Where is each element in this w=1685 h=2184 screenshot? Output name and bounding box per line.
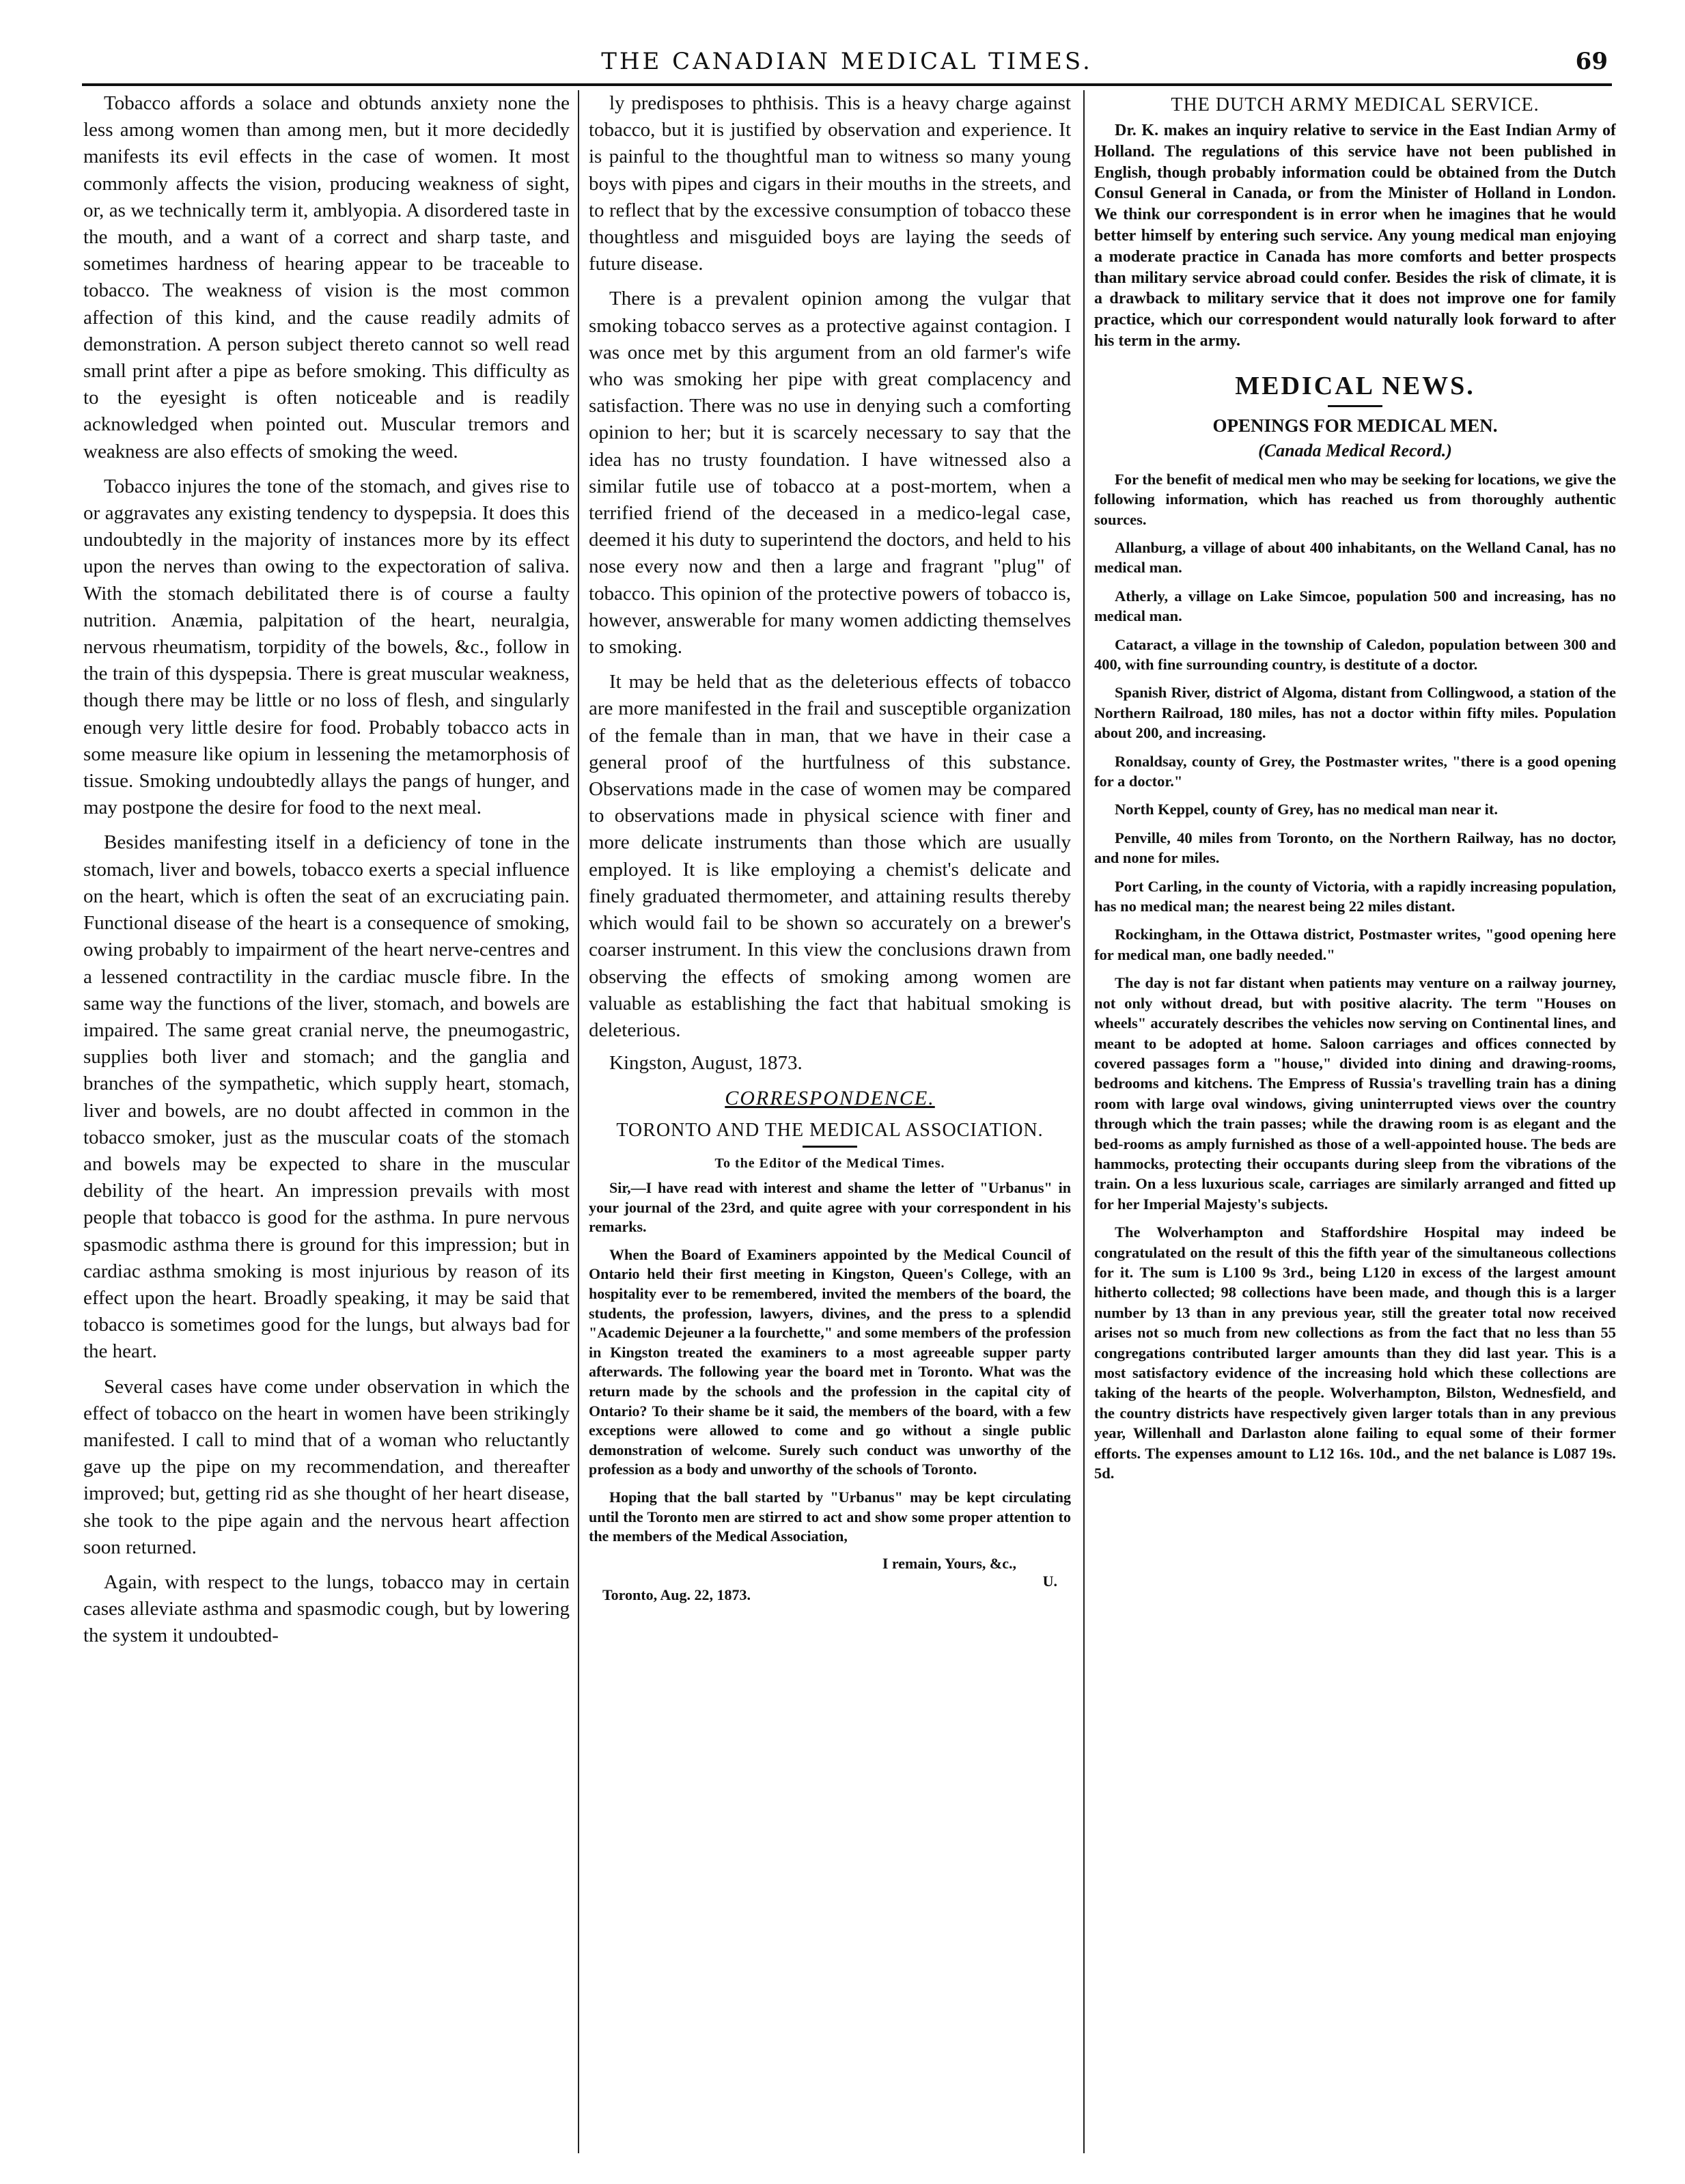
divider [1328,405,1382,407]
column-1 [83,90,570,2153]
openings-heading: OPENINGS FOR MEDICAL MEN. [1212,415,1498,436]
column-divider [1083,90,1085,2153]
divider [803,1146,857,1148]
masthead [82,48,1612,86]
letter-paragraph: Hoping that the ball started by "Urbanus" may be kept circulating until the Toronto men are stirred to act and show some proper attention to the members of the Medical Association, [589,1489,1071,1545]
news-paragraph: Ronaldsay, county of Grey, the Postmaster writes, "there is a good opening for a doctor." [1094,752,1616,790]
article-paragraph: Besides manifesting itself in a deficiency of tone in the stomach, liver and bowels, tobacco exerts a special influence on the heart, which is often the seat of an excruciating pain. Functional disease of the heart is a consequence of smoking, owing probably to impairment of the heart nerve-centres and a lessened contractility in the cardiac muscle fibre. In the same way the functions of the liver, stomach, and bowels are impaired. The same great cranial nerve, the pneumogastric, supplies both liver and stomach; and the ganglia and branches of the sympathetic, which supply heart, stomach, liver and bowels, are no doubt affected in common in the tobacco smoker, just as the muscular coats of the stomach and bowels may be expected to share in the muscular debility of the heart. An impression prevails with most people that tobacco is good for the asthma. In pure nervous spasmodic asthma there is ground for this impression; but in cardiac asthma smoking is most injurious by reason of its effect upon the heart. Broadly speaking, it may be said that tobacco is sometimes good for the lungs, but always bad for the heart. [83,831,570,1363]
article-paragraph: Dr. K. makes an inquiry relative to service in the East Indian Army of Holland. The regulations of this service have not been published in English, though probably information could be obtained from the Dutch Consul General in Canada, or from the Minister of Holland in London. We think our correspondent is in error when he imagines that he would better himself by entering such service. Any young medical man enjoying a moderate practice in Canada has more comforts and better prospects than military service abroad could confer. Besides the risk of climate, it is a drawback to military service that it does not improve one for family practice, which our correspondent would naturally look forward to after his term in the army. [1094,122,1616,350]
news-paragraph: Allanburg, a village of about 400 inhabitants, on the Welland Canal, has no medical man. [1094,538,1616,577]
letter-paragraph: When the Board of Examiners appointed by the Medical Council of Ontario held their first meeting in Kingston, Queen's College, with an hospitality ever to be remembered, invited the members of the board, the students, the profession, lawyers, divines, and the press to a splendid "Academic Dejeuner a la fourchette," and some members of the profession in Kingston treated the examiners to a most agreeable supper party afterwards. The following year the board met in Toronto. What was the return made by the schools and the profession in the capital city of Ontario? To their shame be it said, the members of the board, with a few exceptions were allowed to come and go without a single public demonstration of welcome. Surely such conduct was unworthy of the profession as a body and unworthy of the schools of Toronto. [589,1245,1071,1478]
article-paragraph: It may be held that as the deleterious effects of tobacco are more manifested in the frail and susceptible organization of the female than in man, that we have in their case a general proof of the hurtfulness of this substance. Observations made in the case of women may be compared to observations made in physical science with finer and more delicate instruments than those which are usually employed. It is like employing a chemist's delicate and finely graduated thermometer, and attaining results thereby which would fail to be shown so accurately on a brewer's coarser instrument. In this view the conclusions drawn from observing the effects of smoking among women are valuable as establishing the fact that habitual smoking is deleterious. [589,671,1071,1041]
news-paragraph: North Keppel, county of Grey, has no medical man near it. [1115,801,1499,818]
article-paragraph: Tobacco injures the tone of the stomach, and gives rise to or aggravates any existing tendency to dyspepsia. It does this undoubtedly in the majority of instances more by its effect upon the nerves than owing to the expectoration of saliva. With the stomach debilitated there is of course a faulty nutrition. Anæmia, palpitation of the heart, neuralgia, nervous rheumatism, torpidity of the bowels, &c., follow in the train of this dyspepsia. There is great muscular weakness, though there may be little or no loss of flesh, and singularly enough very little desire for food. Probably tobacco acts in some measure like opium in lessening the metamorphosis of tissue. Smoking undoubtedly allays the pangs of hunger, and may postpone the desire for food to the next meal. [83,475,570,819]
column-3 [1094,90,1616,2153]
article-paragraph: Again, with respect to the lungs, tobacco may in certain cases alleviate asthma and spasmodic cough, but by lowering the system it undoubted- [83,1571,570,1647]
article-dateline: Kingston, August, 1873. [609,1052,803,1075]
page-number: 69 [1575,48,1608,75]
letter-paragraph: Sir,—I have read with interest and shame the letter of "Urbanus" in your journal of the 23rd, and quite agree with your correspondent in his remarks. [589,1179,1071,1236]
news-paragraph: For the benefit of medical men who may be seeking for locations, we give the following information, which has reached us from thoroughly authentic sources. [1094,470,1616,528]
openings-source: (Canada Medical Record.) [1258,440,1452,460]
column-divider [578,90,579,2153]
letter-date: Toronto, Aug. 22, 1873. [602,1586,751,1603]
news-paragraph: Atherly, a village on Lake Simcoe, population 500 and increasing, has no medical man. [1094,587,1616,625]
letter-salutation-heading: To the Editor of the Medical Times. [714,1156,945,1172]
article-paragraph: There is a prevalent opinion among the vulgar that smoking tobacco serves as a protective against contagion. I was once met by this argument from an old farmer's wife who was smoking her pipe with great complacency and satisfaction. There was no use in denying such a comforting opinion to her; but it is scarcely necessary to say that the idea has no trusty foundation. I have witnessed also a similar futile use of tobacco at a post-mortem, when a terrified friend of the deceased in a medico-legal case, deemed it his duty to superintend the doctors, and held to his nose every now and then a large and fragrant "plug" of tobacco. This opinion of the protective powers of tobacco is, however, answerable for many women addicting themselves to smoking. [589,288,1071,659]
dutch-army-section [1094,120,1616,352]
medical-news-heading: MEDICAL NEWS. [1235,371,1475,400]
news-paragraph: Spanish River, district of Algoma, distant from Collingwood, a station of the Northern Railroad, 180 miles, has not a doctor within fifty miles. Population about 200, and increasing. [1094,684,1616,742]
news-paragraph: Rockingham, in the Ottawa district, Postmaster writes, "good opening here for medical man, one badly needed." [1094,926,1616,963]
news-paragraph: Cataract, a village in the township of Caledon, population between 300 and 400, with fine surrounding country, is destitute of a doctor. [1094,635,1616,674]
news-paragraph: The day is not far distant when patients may venture on a railway journey, not only without dread, but with positive alacrity. The term "Houses on wheels" accurately describes the vehicles now serving on Continental lines, and meant to be adopted at home. Saloon carriages and offices connected by covered passages form a "house," divided into dining and drawing-rooms, bedrooms and kitchens. The Empress of Russia's travelling train has a dining room with large oval windows, giving uninterrupted views over the country through which the train passes; while the drawing room is as elegant and the bed-rooms as amply furnished as those of a well-appointed house. The beds are hammocks, protecting their occupants during sleep from the vibrations of the train. On a less luxurious scale, carriages are similarly arranged and fitted up for her Imperial Majesty's subjects. [1094,974,1616,1213]
letter-body [589,1178,1071,1547]
column-2 [589,90,1071,2153]
letter-signature: U. [1042,1572,1057,1590]
letter-signoff: I remain, Yours, &c., [882,1554,1016,1572]
article-paragraph: Tobacco affords a solace and obtunds anxiety none the less among women than among men, but it more decidedly manifests its evil effects in the case of women. It most commonly affects the vision, producing weakness of sight, or, as we technically term it, amblyopia. A disordered taste in the mouth, and a want of a correct and sharp taste, and sometimes hardness of hearing appear to be traceable to tobacco. The weakness of vision is the most common affection of this kind, and the cause readily admits of demonstration. A person subject thereto cannot so well read small print after a pipe as before smoking. This difficulty as to the eyesight is often noticeable and is readily acknowledged when pointed out. Muscular tremors and weakness are also effects of smoking the weed. [83,92,570,462]
article-paragraph: ly predisposes to phthisis. This is a heavy charge against tobacco, but it is justified by observation and experience. It is painful to the thoughtful man to witness so many young boys with pipes and cigars in their mouths in the streets, and to reflect that by the excessive consumption of tobacco these thoughtless and misguided boys are laying the seeds of future disease. [589,92,1071,275]
news-paragraph: Penville, 40 miles from Toronto, on the Northern Railway, has no doctor, and none for miles. [1094,829,1616,867]
journal-title: THE CANADIAN MEDICAL TIMES. [601,48,1093,75]
article-paragraph: Several cases have come under observation in which the effect of tobacco on the heart in women have been strikingly manifested. I call to mind that of a woman who reluctantly gave up the pipe on my recommendation, and thereafter improved; but, getting rid as she thought of her heart disease, she took to the pipe again and the nervous heart affection soon returned. [83,1375,570,1558]
section-heading-correspondence: CORRESPONDENCE. [725,1087,935,1110]
news-paragraph: Port Carling, in the county of Victoria, with a rapidly increasing population, has no medical man; the nearest being 22 miles distant. [1094,877,1616,915]
news-paragraph: The Wolverhampton and Staffordshire Hospital may indeed be congratulated on the result of this the fifth year of the simultaneous collections for it. The sum is L100 9s 3rd., being L120 in excess of the largest amount hitherto collected; 98 collections have been made, and though this is a larger number by 13 than in any previous year, still the greater total now received arises not so much from new collections as from the fact that no less than 55 congregations contributed larger amounts than they did last year. This is a most satisfactory evidence of the increasing hold which these collections are taking of the hearts of the people. Wolverhampton, Bilston, Wednesfield, and the country districts have respectively given larger totals than in any previous year, Willenhall and Darlaston alone failing to equal some of their former efforts. The expenses amount to L12 16s. 10d., and the net balance is L087 19s. 5d. [1094,1224,1616,1482]
dutch-army-heading: THE DUTCH ARMY MEDICAL SERVICE. [1171,94,1540,115]
letter-title: TORONTO AND THE MEDICAL ASSOCIATION. [616,1120,1044,1142]
